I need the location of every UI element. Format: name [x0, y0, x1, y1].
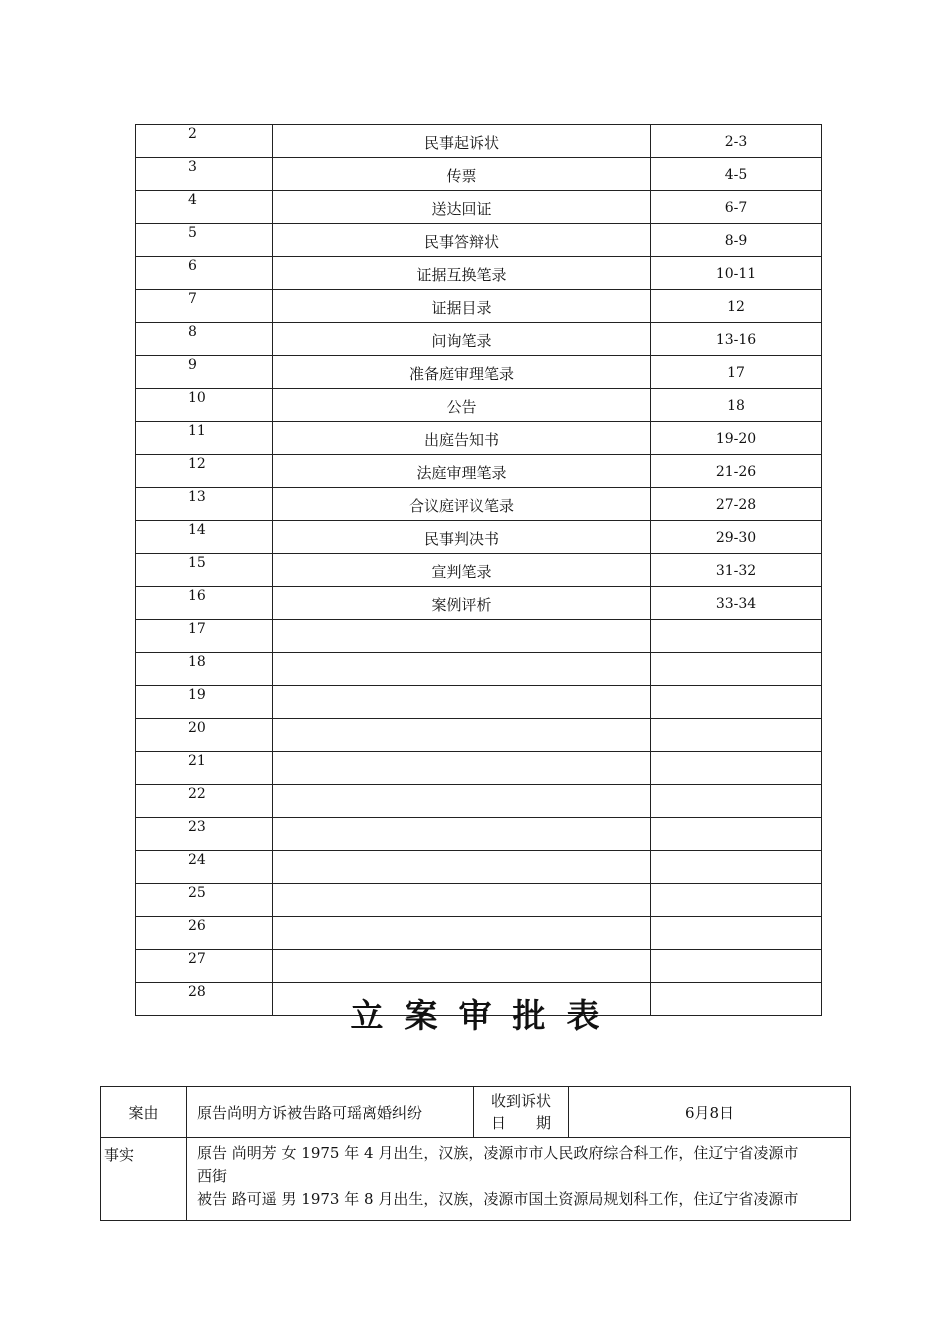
facts-row: [101, 1138, 851, 1221]
page-range: 17: [651, 356, 822, 389]
row-number: 12: [136, 455, 273, 488]
table-row: [136, 488, 822, 521]
table-row: [136, 719, 822, 752]
row-number: 2: [136, 125, 273, 158]
table-row: [136, 917, 822, 950]
document-name: 问询笔录: [273, 323, 651, 356]
table-row: [136, 587, 822, 620]
received-date-value: 6月8日: [569, 1087, 851, 1138]
row-number: 20: [136, 719, 273, 752]
row-number: 19: [136, 686, 273, 719]
table-row: [136, 422, 822, 455]
document-name: [273, 917, 651, 950]
page-range: 10-11: [651, 257, 822, 290]
row-number: 26: [136, 917, 273, 950]
document-name: [273, 752, 651, 785]
document-name: [273, 653, 651, 686]
row-number: 25: [136, 884, 273, 917]
case-approval-table: [100, 1086, 851, 1221]
page-range: [651, 785, 822, 818]
document-name: [273, 719, 651, 752]
cause-label: 案由: [101, 1087, 187, 1138]
page-range: 13-16: [651, 323, 822, 356]
document-name: 民事起诉状: [273, 125, 651, 158]
table-row: [136, 620, 822, 653]
table-row: [136, 851, 822, 884]
page-range: [651, 851, 822, 884]
document-name: 送达回证: [273, 191, 651, 224]
table-row: [136, 752, 822, 785]
page-range: 6-7: [651, 191, 822, 224]
row-number: 18: [136, 653, 273, 686]
table-row: [136, 257, 822, 290]
table-row: [136, 653, 822, 686]
page-range: 4-5: [651, 158, 822, 191]
document-name: 合议庭评议笔录: [273, 488, 651, 521]
document-name: 证据目录: [273, 290, 651, 323]
facts-line: 原告 尚明芳 女 1975 年 4 月出生，汉族，凌源市市人民政府综合科工作，住辽宁省凌源市: [197, 1144, 799, 1162]
row-number: 17: [136, 620, 273, 653]
table-row: [136, 686, 822, 719]
table-row: [136, 554, 822, 587]
page-range: [651, 917, 822, 950]
received-date-label: [474, 1087, 569, 1138]
table-row: [136, 191, 822, 224]
table-row: [136, 818, 822, 851]
row-number: 15: [136, 554, 273, 587]
table-row: [136, 125, 822, 158]
page-range: [651, 719, 822, 752]
page-range: 33-34: [651, 587, 822, 620]
table-row: [136, 224, 822, 257]
row-number: 5: [136, 224, 273, 257]
file-index-body: [136, 125, 822, 1016]
document-name: [273, 851, 651, 884]
row-number: 22: [136, 785, 273, 818]
row-number: 27: [136, 950, 273, 983]
page-title: 立案审批表: [350, 996, 621, 1035]
page-range: 19-20: [651, 422, 822, 455]
table-row: [136, 950, 822, 983]
document-name: 法庭审理笔录: [273, 455, 651, 488]
row-number: 13: [136, 488, 273, 521]
page-range: [651, 884, 822, 917]
document-name: [273, 950, 651, 983]
received-label-line-2: 日 期: [490, 1114, 551, 1132]
table-row: [136, 521, 822, 554]
row-number: 23: [136, 818, 273, 851]
table-row: [136, 323, 822, 356]
page-range: 2-3: [651, 125, 822, 158]
row-number: 16: [136, 587, 273, 620]
table-row: [136, 356, 822, 389]
table-row: [136, 455, 822, 488]
document-name: 出庭告知书: [273, 422, 651, 455]
cause-value: 原告尚明方诉被告路可瑶离婚纠纷: [187, 1087, 474, 1138]
table-row: [136, 884, 822, 917]
document-name: 证据互换笔录: [273, 257, 651, 290]
document-name: [273, 818, 651, 851]
page-range: 21-26: [651, 455, 822, 488]
document-name: [273, 620, 651, 653]
row-number: 8: [136, 323, 273, 356]
row-number: 9: [136, 356, 273, 389]
cause-row: [101, 1087, 851, 1138]
row-number: 14: [136, 521, 273, 554]
page-range: [651, 686, 822, 719]
document-name: [273, 884, 651, 917]
table-row: [136, 290, 822, 323]
document-name: [273, 785, 651, 818]
row-number: 7: [136, 290, 273, 323]
table-row: [136, 158, 822, 191]
document-name: 传票: [273, 158, 651, 191]
file-index-table: [135, 124, 822, 1016]
page-range: 18: [651, 389, 822, 422]
row-number: 24: [136, 851, 273, 884]
page-range: [651, 950, 822, 983]
facts-line: 被告 路可遥 男 1973 年 8 月出生，汉族，凌源市国土资源局规划科工作，住辽宁省凌源市: [197, 1190, 799, 1208]
page-range: 29-30: [651, 521, 822, 554]
page-range: [651, 653, 822, 686]
document-name: 案例评析: [273, 587, 651, 620]
page-range: [651, 620, 822, 653]
page-range: [651, 818, 822, 851]
document-name: 宣判笔录: [273, 554, 651, 587]
page-range: 8-9: [651, 224, 822, 257]
page-range: 27-28: [651, 488, 822, 521]
table-row: [136, 389, 822, 422]
page-range: 31-32: [651, 554, 822, 587]
facts-content: [187, 1138, 851, 1221]
row-number: 4: [136, 191, 273, 224]
row-number: 6: [136, 257, 273, 290]
facts-line: 西街: [197, 1167, 228, 1185]
row-number: 10: [136, 389, 273, 422]
page-range: 12: [651, 290, 822, 323]
document-name: 公告: [273, 389, 651, 422]
document-name: 准备庭审理笔录: [273, 356, 651, 389]
row-number: 11: [136, 422, 273, 455]
facts-label: 事实: [101, 1138, 187, 1221]
page-range: [651, 752, 822, 785]
document-name: 民事答辩状: [273, 224, 651, 257]
table-row: [136, 785, 822, 818]
row-number: 21: [136, 752, 273, 785]
row-number: 3: [136, 158, 273, 191]
received-label-line-1: 收到诉状: [490, 1092, 551, 1110]
document-name: [273, 686, 651, 719]
document-name: 民事判决书: [273, 521, 651, 554]
row-number: 28: [136, 983, 273, 1016]
